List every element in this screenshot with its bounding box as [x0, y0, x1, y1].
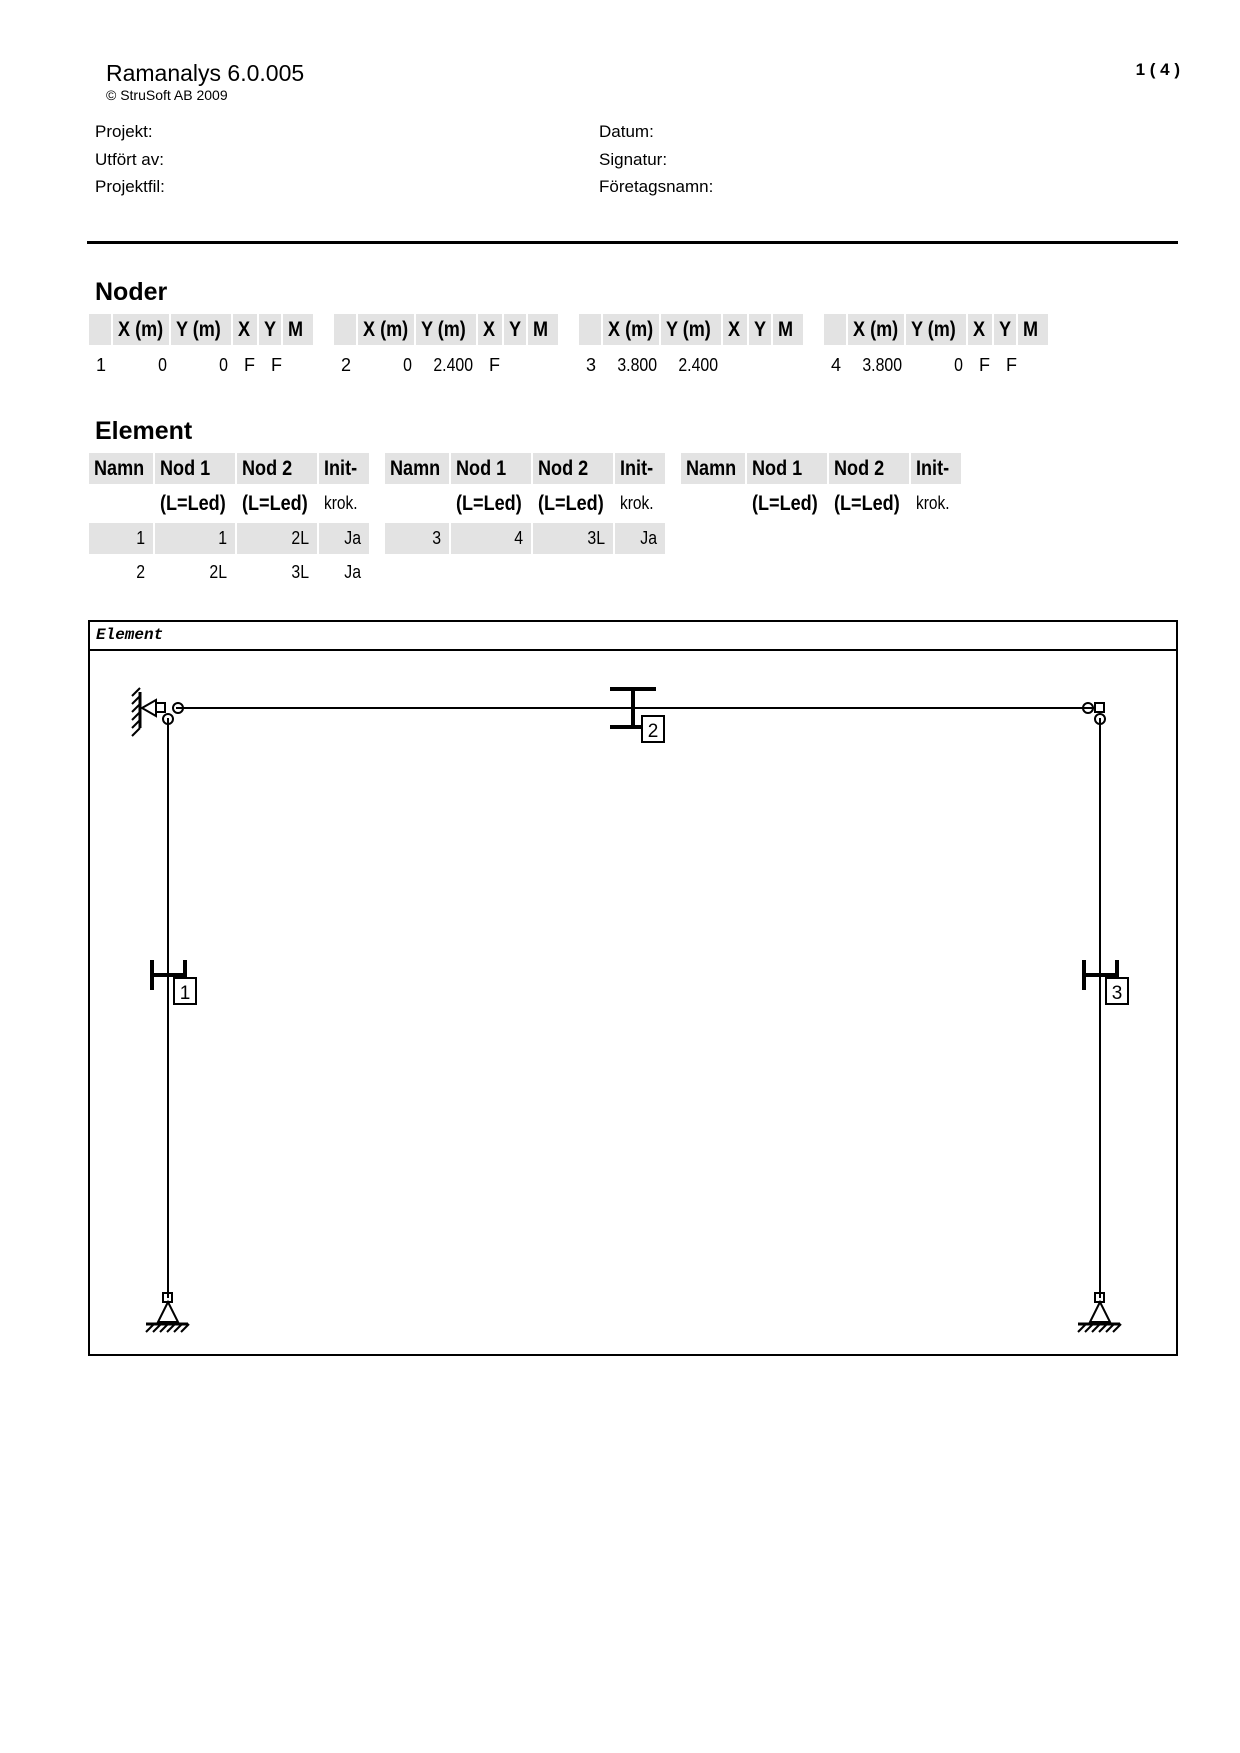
element-header-cell: [385, 453, 449, 484]
header-y-m: Y (m): [666, 318, 711, 341]
header-y-m: Y (m): [911, 318, 956, 341]
bottom-right-support-icon: [1078, 1293, 1121, 1332]
noder-header-cell: [504, 314, 526, 345]
node-fx: F: [979, 355, 990, 375]
app-title: Ramanalys 6.0.005: [106, 60, 305, 86]
element-nod1: 2L: [209, 562, 227, 582]
header-x: X: [483, 318, 496, 341]
header-x-m: X (m): [363, 318, 409, 341]
noder-header-cell: [233, 314, 257, 345]
header-namn: Namn: [94, 457, 145, 480]
foretagsnamn-label: Företagsnamn:: [599, 177, 714, 196]
element-label-1: 1: [179, 983, 191, 1004]
element-namn: 2: [136, 562, 145, 582]
noder-title: Noder: [95, 278, 168, 306]
header-init: Init-: [620, 457, 654, 480]
node-x: 3.800: [617, 355, 657, 375]
header-x: X: [973, 318, 986, 341]
header-init: Init-: [916, 457, 950, 480]
header-init: Init-: [324, 457, 358, 480]
header-y: Y: [509, 318, 522, 341]
node-id: 3: [586, 355, 597, 375]
header-m: M: [1023, 318, 1039, 341]
element-init: Ja: [640, 528, 657, 548]
subheader-nod2: (L=Led): [242, 492, 308, 515]
header-x-m: X (m): [608, 318, 654, 341]
header-m: M: [778, 318, 794, 341]
noder-header-cell: [773, 314, 803, 345]
header-y: Y: [754, 318, 767, 341]
element-row-cell: [615, 523, 665, 554]
noder-header-cell: [283, 314, 313, 345]
noder-header-cell: [416, 314, 476, 345]
node-y: 2.400: [678, 355, 718, 375]
element-init: Ja: [344, 528, 361, 548]
header-divider: [87, 241, 1178, 244]
node-id: 1: [96, 355, 107, 375]
node-fx: F: [244, 355, 255, 375]
element-row-cell: [533, 523, 613, 554]
header-x: X: [728, 318, 741, 341]
element-header-cell: [747, 453, 827, 484]
element-row-cell: [319, 557, 369, 588]
header-x: X: [238, 318, 251, 341]
noder-header-cell: [113, 314, 169, 345]
element-row-cell: [155, 557, 235, 588]
element-diagram: [88, 620, 1178, 1356]
element-row-cell: [237, 523, 317, 554]
diagram-title: Element: [96, 626, 164, 644]
element-header-cell: [319, 453, 369, 484]
noder-header-cell: [358, 314, 414, 345]
noder-header-cell: [994, 314, 1016, 345]
header-nod1: Nod 1: [456, 457, 507, 480]
element-row-cell: [237, 557, 317, 588]
projekt-label: Projekt:: [95, 122, 153, 141]
noder-header-blank: [89, 314, 111, 345]
header-namn: Namn: [390, 457, 441, 480]
element-header-cell: [451, 453, 531, 484]
element-row-cell: [155, 523, 235, 554]
header-y: Y: [999, 318, 1012, 341]
node-x: 3.800: [862, 355, 902, 375]
bottom-left-support-icon: [146, 1293, 189, 1332]
node-x: 0: [158, 355, 167, 375]
node-y: 2.400: [433, 355, 473, 375]
header-m: M: [533, 318, 549, 341]
node-x: 0: [403, 355, 412, 375]
datum-label: Datum:: [599, 122, 654, 141]
noder-header-cell: [906, 314, 966, 345]
subheader-init: krok.: [916, 493, 950, 513]
header-y-m: Y (m): [176, 318, 221, 341]
noder-header-cell: [1018, 314, 1048, 345]
element-header-cell: [615, 453, 665, 484]
utfort-label: Utfört av:: [95, 150, 164, 169]
noder-header-blank: [824, 314, 846, 345]
subheader-nod1: (L=Led): [160, 492, 226, 515]
header-nod2: Nod 2: [242, 457, 293, 480]
element-row-cell: [385, 523, 449, 554]
header-nod1: Nod 1: [160, 457, 211, 480]
projektfil-label: Projektfil:: [95, 177, 165, 196]
noder-header-cell: [848, 314, 904, 345]
element-nod2: 3L: [291, 562, 309, 582]
header-nod2: Nod 2: [834, 457, 885, 480]
noder-header-cell: [603, 314, 659, 345]
signatur-label: Signatur:: [599, 150, 668, 169]
header-x-m: X (m): [853, 318, 899, 341]
node-y: 0: [954, 355, 963, 375]
noder-header-cell: [749, 314, 771, 345]
element-nod1: 4: [514, 528, 523, 548]
top-left-support-icon: [132, 688, 183, 736]
header-nod1: Nod 1: [752, 457, 803, 480]
subheader-init: krok.: [324, 493, 358, 513]
element-namn: 1: [136, 528, 145, 548]
node-fy: F: [1006, 355, 1017, 375]
element-header-cell: [829, 453, 909, 484]
element-header-cell: [533, 453, 613, 484]
subheader-nod2: (L=Led): [834, 492, 900, 515]
noder-header-cell: [723, 314, 747, 345]
subheader-init: krok.: [620, 493, 654, 513]
noder-header-cell: [661, 314, 721, 345]
element-nod2: 2L: [291, 528, 309, 548]
header-y: Y: [264, 318, 277, 341]
element-row-cell: [89, 523, 153, 554]
element-label-3: 3: [1111, 983, 1123, 1004]
element-row-cell: [451, 523, 531, 554]
copyright: © StruSoft AB 2009: [106, 87, 228, 103]
noder-header-cell: [259, 314, 281, 345]
element-header-cell: [681, 453, 745, 484]
header-nod2: Nod 2: [538, 457, 589, 480]
element-nod2: 3L: [587, 528, 605, 548]
top-right-hinge-icon: [1083, 703, 1105, 724]
node-y: 0: [219, 355, 228, 375]
noder-header-cell: [171, 314, 231, 345]
element-title: Element: [95, 417, 193, 445]
node-id: 2: [341, 355, 352, 375]
noder-header-cell: [968, 314, 992, 345]
subheader-nod1: (L=Led): [752, 492, 818, 515]
header-x-m: X (m): [118, 318, 164, 341]
element-header-cell: [911, 453, 961, 484]
element-header-cell: [155, 453, 235, 484]
element-namn: 3: [432, 528, 441, 548]
element-init: Ja: [344, 562, 361, 582]
noder-header-blank: [579, 314, 601, 345]
header-y-m: Y (m): [421, 318, 466, 341]
node-fx: F: [489, 355, 500, 375]
noder-header-cell: [528, 314, 558, 345]
element-label-2: 2: [647, 721, 659, 742]
noder-header-blank: [334, 314, 356, 345]
frame-drawing: [90, 622, 1176, 1354]
noder-header-cell: [478, 314, 502, 345]
element-header-cell: [89, 453, 153, 484]
subheader-nod2: (L=Led): [538, 492, 604, 515]
element-row-cell: [89, 557, 153, 588]
node-id: 4: [831, 355, 842, 375]
header-m: M: [288, 318, 304, 341]
node-fy: F: [271, 355, 282, 375]
header-namn: Namn: [686, 457, 737, 480]
page-number: 1 ( 4 ): [1135, 60, 1180, 79]
subheader-nod1: (L=Led): [456, 492, 522, 515]
element-row-cell: [319, 523, 369, 554]
element-header-cell: [237, 453, 317, 484]
element-nod1: 1: [218, 528, 227, 548]
